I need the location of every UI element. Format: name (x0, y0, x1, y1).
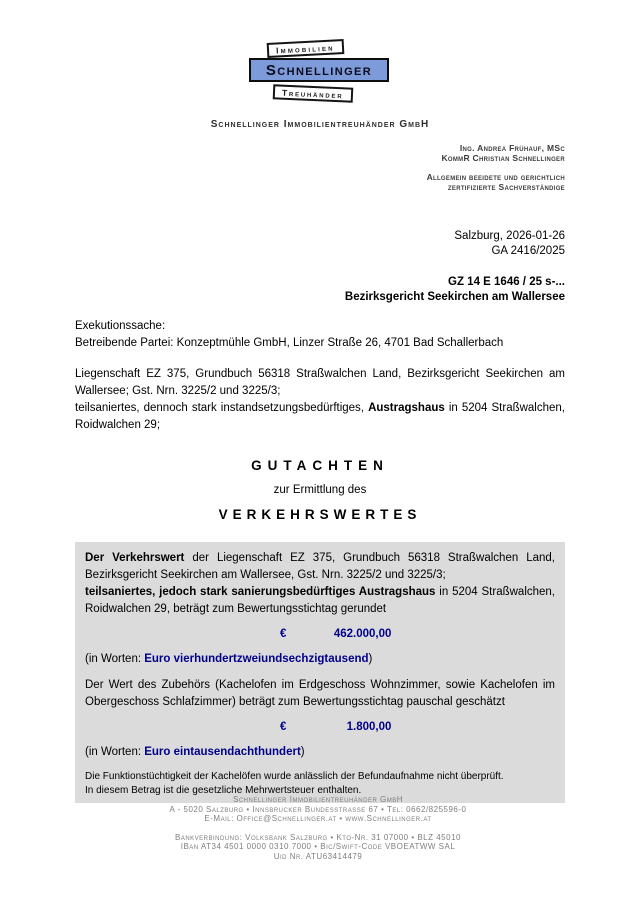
valuation-note: Die Funktionstüchtigkeit der Kachelöfen wurde anlässlich der Befundaufnahme nicht überprüft. In diesem Betrag ist die gesetzliche Mehrwertsteuer enthalten. (85, 771, 504, 796)
valuation-summary-box (75, 542, 565, 803)
expert-name-2: KommR Christian Schnellinger (441, 153, 565, 163)
accessory-value-in-words: (in Worten: Euro eintausendachthundert) (85, 746, 305, 758)
footer-address-line: A - 5020 Salzburg • Innsbrucker Bundesstrasse 67 • Tel: 0662/825596-0 (169, 804, 467, 814)
footer-email-line: E-Mail: Office@Schnellinger.at • www.Schnellinger.at (204, 814, 432, 823)
place-date: Salzburg, 2026-01-26 (454, 230, 565, 242)
market-value-number: 462.000,00 (333, 628, 392, 640)
footer-bank-line: Bankverbindung: Volksbank Salzburg • Kto-Nr. 31 07000 • BLZ 45010 (175, 832, 461, 842)
date-block (75, 229, 565, 259)
report-title-2: VERKEHRSWERTES (218, 507, 422, 522)
currency-symbol: € (280, 721, 287, 733)
accessory-value-amount-row (85, 719, 555, 736)
letterhead-experts (75, 143, 565, 192)
certification-line-1: Allgemein beeidete und gerichtlich (426, 172, 565, 182)
logo-schnellinger-box (249, 58, 389, 82)
footer-iban-line: IBan AT34 4501 0000 0310 7000 • Bic/Swift-Code VBOEATWW SAL (180, 842, 456, 851)
company-name-line: Schnellinger Immobilientreuhänder GmbH (210, 119, 430, 130)
court-name: Bezirksgericht Seekirchen am Wallersee (344, 291, 565, 303)
accessory-value-number: 1.800,00 (346, 721, 392, 733)
property-description: Liegenschaft EZ 375, Grundbuch 56318 Straßwalchen Land, Bezirksgericht Seekirchen am Wallersee; Gst. Nrn. 3225/2 und 3225/3; teilsaniertes, dennoch stark instandsetzungsbedürftiges, Austragshaus in 5204 Straßwalchen, Roidwalchen 29; (75, 368, 565, 431)
report-title: GUTACHTEN (251, 458, 389, 473)
footer-uid-line: Uid Nr. ATU63414479 (273, 851, 363, 861)
company-logo (245, 40, 395, 106)
execution-matter (75, 318, 565, 352)
letterhead-footer (0, 795, 636, 861)
footer-company-line: Schnellinger Immobilientreuhänder GmbH (232, 795, 404, 804)
accessory-value-paragraph: Der Wert des Zubehörs (Kachelofen im Erdgeschoss Wohnzimmer, sowie Kachelofen im Obergeschoss Schlafzimmer) beträgt zum Bewertungsstichtag pauschal geschätzt (85, 679, 555, 708)
currency-symbol: € (280, 628, 287, 640)
execution-matter-label: Exekutionssache: (75, 320, 166, 332)
logo-immobilien-box (267, 39, 344, 58)
expert-name-1: Ing. Andrea Frühauf, MSc (459, 143, 565, 153)
logo-treuhaender-box (273, 84, 353, 102)
document-page (75, 0, 565, 803)
market-value-in-words: (in Worten: Euro vierhundertzweiundsechzigtausend) (85, 653, 373, 665)
certification-line-2: zertifizierte Sachverständige (447, 182, 565, 192)
market-value-amount-row (85, 626, 555, 643)
market-value-paragraph: Der Verkehrswert der Liegenschaft EZ 375, Grundbuch 56318 Straßwalchen Land, Bezirksgericht Seekirchen am Wallersee, Gst. Nrn. 3225/2 und 3225/3; teilsaniertes, jedoch stark sanierungsbedürftiges Austragshaus in 5204 Straßwalchen, Roidwalchen 29, beträgt zum Bewertungsstichtag gerundet (85, 552, 556, 615)
case-block (75, 275, 565, 305)
creditor-party: Betreibende Partei: Konzeptmühle GmbH, Linzer Straße 26, 4701 Bad Schallerbach (75, 337, 504, 349)
ga-number: GA 2416/2025 (491, 245, 565, 257)
report-subtitle: zur Ermittlung des (273, 484, 367, 496)
logo-immobilien-label: Immobilien (275, 42, 335, 56)
logo-schnellinger-label: Schnellinger (265, 62, 373, 79)
case-number: GZ 14 E 1646 / 25 s-... (448, 276, 565, 288)
logo-treuhaender-label: Treuhänder (281, 87, 344, 101)
